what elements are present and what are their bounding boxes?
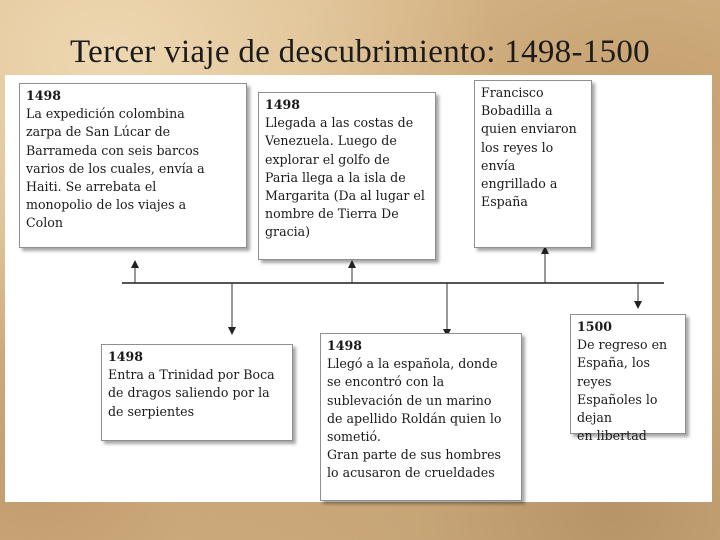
event-text: Llegada a las costas de Venezuela. Luego de explorar el golfo de Paria llega a la isla de Margarita (Da al lugar el nombre de Tierra De gracia)	[265, 115, 425, 240]
event-box-6	[570, 314, 686, 444]
event-text: Francisco Bobadilla a quien enviaron los reyes lo envía engrillado a España	[481, 85, 577, 210]
event-year: 1498	[327, 338, 363, 353]
event-year: 1498	[26, 88, 62, 103]
slide-title: Tercer viaje de descubrimiento: 1498-1500	[70, 34, 650, 70]
event-year: 1498	[265, 97, 301, 112]
event-box-1	[19, 83, 247, 248]
event-year: 1498	[108, 349, 144, 364]
event-box-3	[474, 80, 592, 248]
event-text: Llegó a la española, donde se encontró con la sublevación de un marino de apellido Roldán quien lo sometió. Gran parte de sus hombres lo acusaron de crueldades	[327, 356, 502, 481]
event-box-5	[320, 333, 522, 501]
event-box-2	[258, 92, 436, 260]
event-text: De regreso en España, los reyes Españoles lo dejan en libertad	[577, 337, 668, 444]
event-text: La expedición colombina zarpa de San Lúcar de Barrameda con seis barcos varios de los cuales, envía a Haiti. Se arrebata el monopolio de los viajes a Colon	[26, 106, 205, 231]
event-box-4	[101, 344, 293, 441]
event-text: Entra a Trinidad por Boca de dragos saliendo por la de serpientes	[108, 367, 275, 419]
event-year: 1500	[577, 319, 613, 334]
